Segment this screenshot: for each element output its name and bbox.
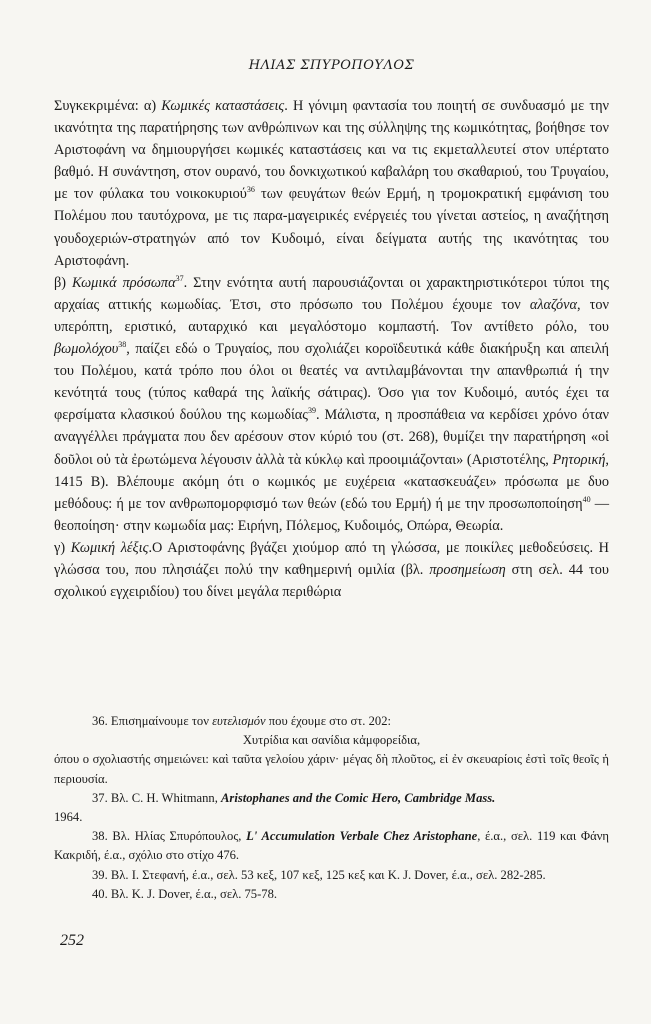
item-marker: β) — [54, 274, 72, 291]
footnotes — [54, 712, 609, 904]
footnote-ref: 38 — [118, 340, 127, 350]
section-heading: Κωμικά πρόσωπα — [71, 274, 176, 291]
emphasis-term: Ρητορική — [552, 451, 606, 468]
footnote-text: 38. Βλ. Ηλίας Σπυρόπουλος, — [92, 829, 247, 844]
footnote-text: που έχουμε στο στ. 202: — [265, 714, 391, 728]
paragraph-text: . Μάλιστα, η προσπάθεια να κερδίσει χρόνο όταν αναγγέλλει πράγματα που δεν αρέσουν στον κύριό του (στ. 268), θυμίζει την παρατήρηση «οἱ δοῦλοι οὐ τὰ ἐρωτώμενα λέγουσιν ἀλλὰ τὰ κύκλῳ καὶ προοιμιάζονται» (Αριστοτέλης, — [54, 407, 610, 468]
footnote-38 — [54, 827, 609, 865]
footnote-ref: 39 — [307, 406, 316, 416]
paragraph-text: των φευγάτων θεών Ερμή, η τρομοκρατική εμφάνιση του Πολέμου που ταυτόχρονα, με τις παρα-μαγειρικές ενέργειές του γίνεται αστείος, η αναζήτηση γουδοχεριών-στρατηγών από τον Κυδοιμό, είναι δείγματα αυτής της ικανότητας του Αριστοφάνη. — [54, 186, 609, 269]
section-heading: Κωμική λέξις — [70, 539, 149, 556]
footnote-ref: 37 — [175, 273, 184, 283]
footnote-text: 37. Βλ. C. H. Whitmann, — [92, 790, 222, 805]
paragraph-comic-situations — [54, 95, 609, 272]
footnote-36 — [54, 712, 609, 731]
paragraph-text: . Στην ενότητα αυτή παρουσιάζονται οι χαρακτηριστικότεροι τύποι της αρχαίας αττικής κωμωδίας. Έτσι, στο πρόσωπο του Πολέμου έχουμε τον — [54, 274, 609, 313]
page-body — [54, 58, 609, 603]
item-marker: γ) — [54, 539, 71, 556]
paragraph-text: .Ο Αριστοφάνης βγάζει χιούμορ από τη γλώσσα, με ποικίλες μεθοδεύσεις. Η γλώσσα του, που πλησιάζει πολύ την καθημερινή ομιλία (βλ. — [54, 539, 610, 578]
item-marker: Συγκεκριμένα: α) — [54, 98, 162, 114]
footnote-ref: 36 — [246, 185, 255, 195]
footnote-text: , έ.α., σελ. 119 και Φάνη Κακριδή, έ.α., σχόλιο στο στίχο 476. — [54, 829, 609, 863]
book-title: L' Accumulation Verbale Chez Aristophane — [246, 829, 478, 844]
emphasis-term: βωμολόχου — [54, 341, 119, 358]
footnote-37-cont: 1964. — [54, 810, 83, 825]
footnote-37 — [54, 789, 609, 808]
emphasis-term: προσημείωση — [429, 561, 506, 578]
paragraph-text: — θεοποίηση· στην κωμωδία μας: Ειρήνη, Πόλεμος, Κυδοιμός, Οπώρα, Θεωρία. — [54, 495, 609, 534]
footnote-text: 36. Επισημαίνουμε τον — [92, 714, 213, 728]
footnote-40: 40. Βλ. K. J. Dover, έ.α., σελ. 75-78. — [92, 886, 278, 901]
paragraph-text: στη σελ. 44 του σχολικού εγχειριδίου) του δίνει μεγάλα περιθώρια — [54, 561, 609, 601]
running-header: ΗΛΙΑΣ ΣΠΥΡΟΠΟΥΛΟΣ — [248, 58, 415, 73]
paragraph-comic-diction — [54, 537, 609, 603]
footnote-ref: 40 — [582, 494, 591, 504]
page-number: 252 — [60, 932, 84, 949]
book-title: Aristophanes and the Comic Hero, Cambridge Mass. — [221, 790, 496, 805]
emphasis-term: αλαζόνα — [529, 296, 577, 313]
paragraph-text: , τον υπερόπτη, εριστικό, αυταρχικό και μεγαλόστομο κομπαστή. Τον αντίθετο ρόλο, του — [54, 296, 610, 335]
paragraph-comic-characters — [54, 272, 609, 537]
paragraph-text: , 1415 Β). Βλέπουμε ακόμη ότι ο κωμικός με ευχέρεια «κατασκευάζει» πρόσωπα με δυο μεθόδους: ή με τον ανθρωπομορφισμό των θεών (εδώ του Ερμή) ή με την προσωποποίηση — [54, 451, 609, 512]
section-heading: Κωμικές καταστάσεις — [161, 98, 285, 114]
footnote-39: 39. Βλ. Ι. Στεφανή, έ.α., σελ. 53 κεξ, 107 κεξ, 125 κεξ και K. J. Dover, έ.α., σελ. 282-285. — [92, 867, 546, 882]
footnote-36-cont: όπου ο σχολιαστής σημειώνει: καὶ ταῦτα γελοίου χάριν· μέγας δὴ πλοῦτος, εἰ ἐν σκευαρίοις ἐστὶ τοῖς θεοῖς ἡ περιουσία. — [54, 752, 609, 786]
main-text — [54, 95, 609, 603]
quoted-verse: Χυτρίδια και σανίδια κἀμφορείδια, — [242, 733, 421, 748]
emphasis-term: ευτελισμόν — [212, 714, 266, 728]
paragraph-text: , παίζει εδώ ο Τρυγαίος, που σχολιάζει κοροϊδευτικά κάθε διακήρυξη και απειλή του Πολέμου, κατά τρόπο που όλοι οι θεατές να αντιλαμβάνονται την απανθρωπιά ή την κενότητά τους (τύπος καθαρά της λαϊκής σάτιρας). Όσο για τον Κυδοιμό, αυτός έχει τα φερσίματα κλασικού δούλου της κωμωδίας — [54, 341, 609, 424]
paragraph-text: . Η γόνιμη φαντασία του ποιητή σε συνδυασμό με την ικανότητα της παρατήρησης των ανθρώπινων και της σύλληψης της κωμικότητας, βοήθησε τον Αριστοφάνη να δημιουργήσει κωμικές καταστάσεις και να τις εκμεταλλευτεί στον υπέρτατο βαθμό. Η συνάντηση, στον ουρανό, του δονκιχωτικού καβαλάρη του σκαθαριού, του Τρυγαίου, με τον φύλακα του νοικοκυριού — [54, 98, 610, 203]
